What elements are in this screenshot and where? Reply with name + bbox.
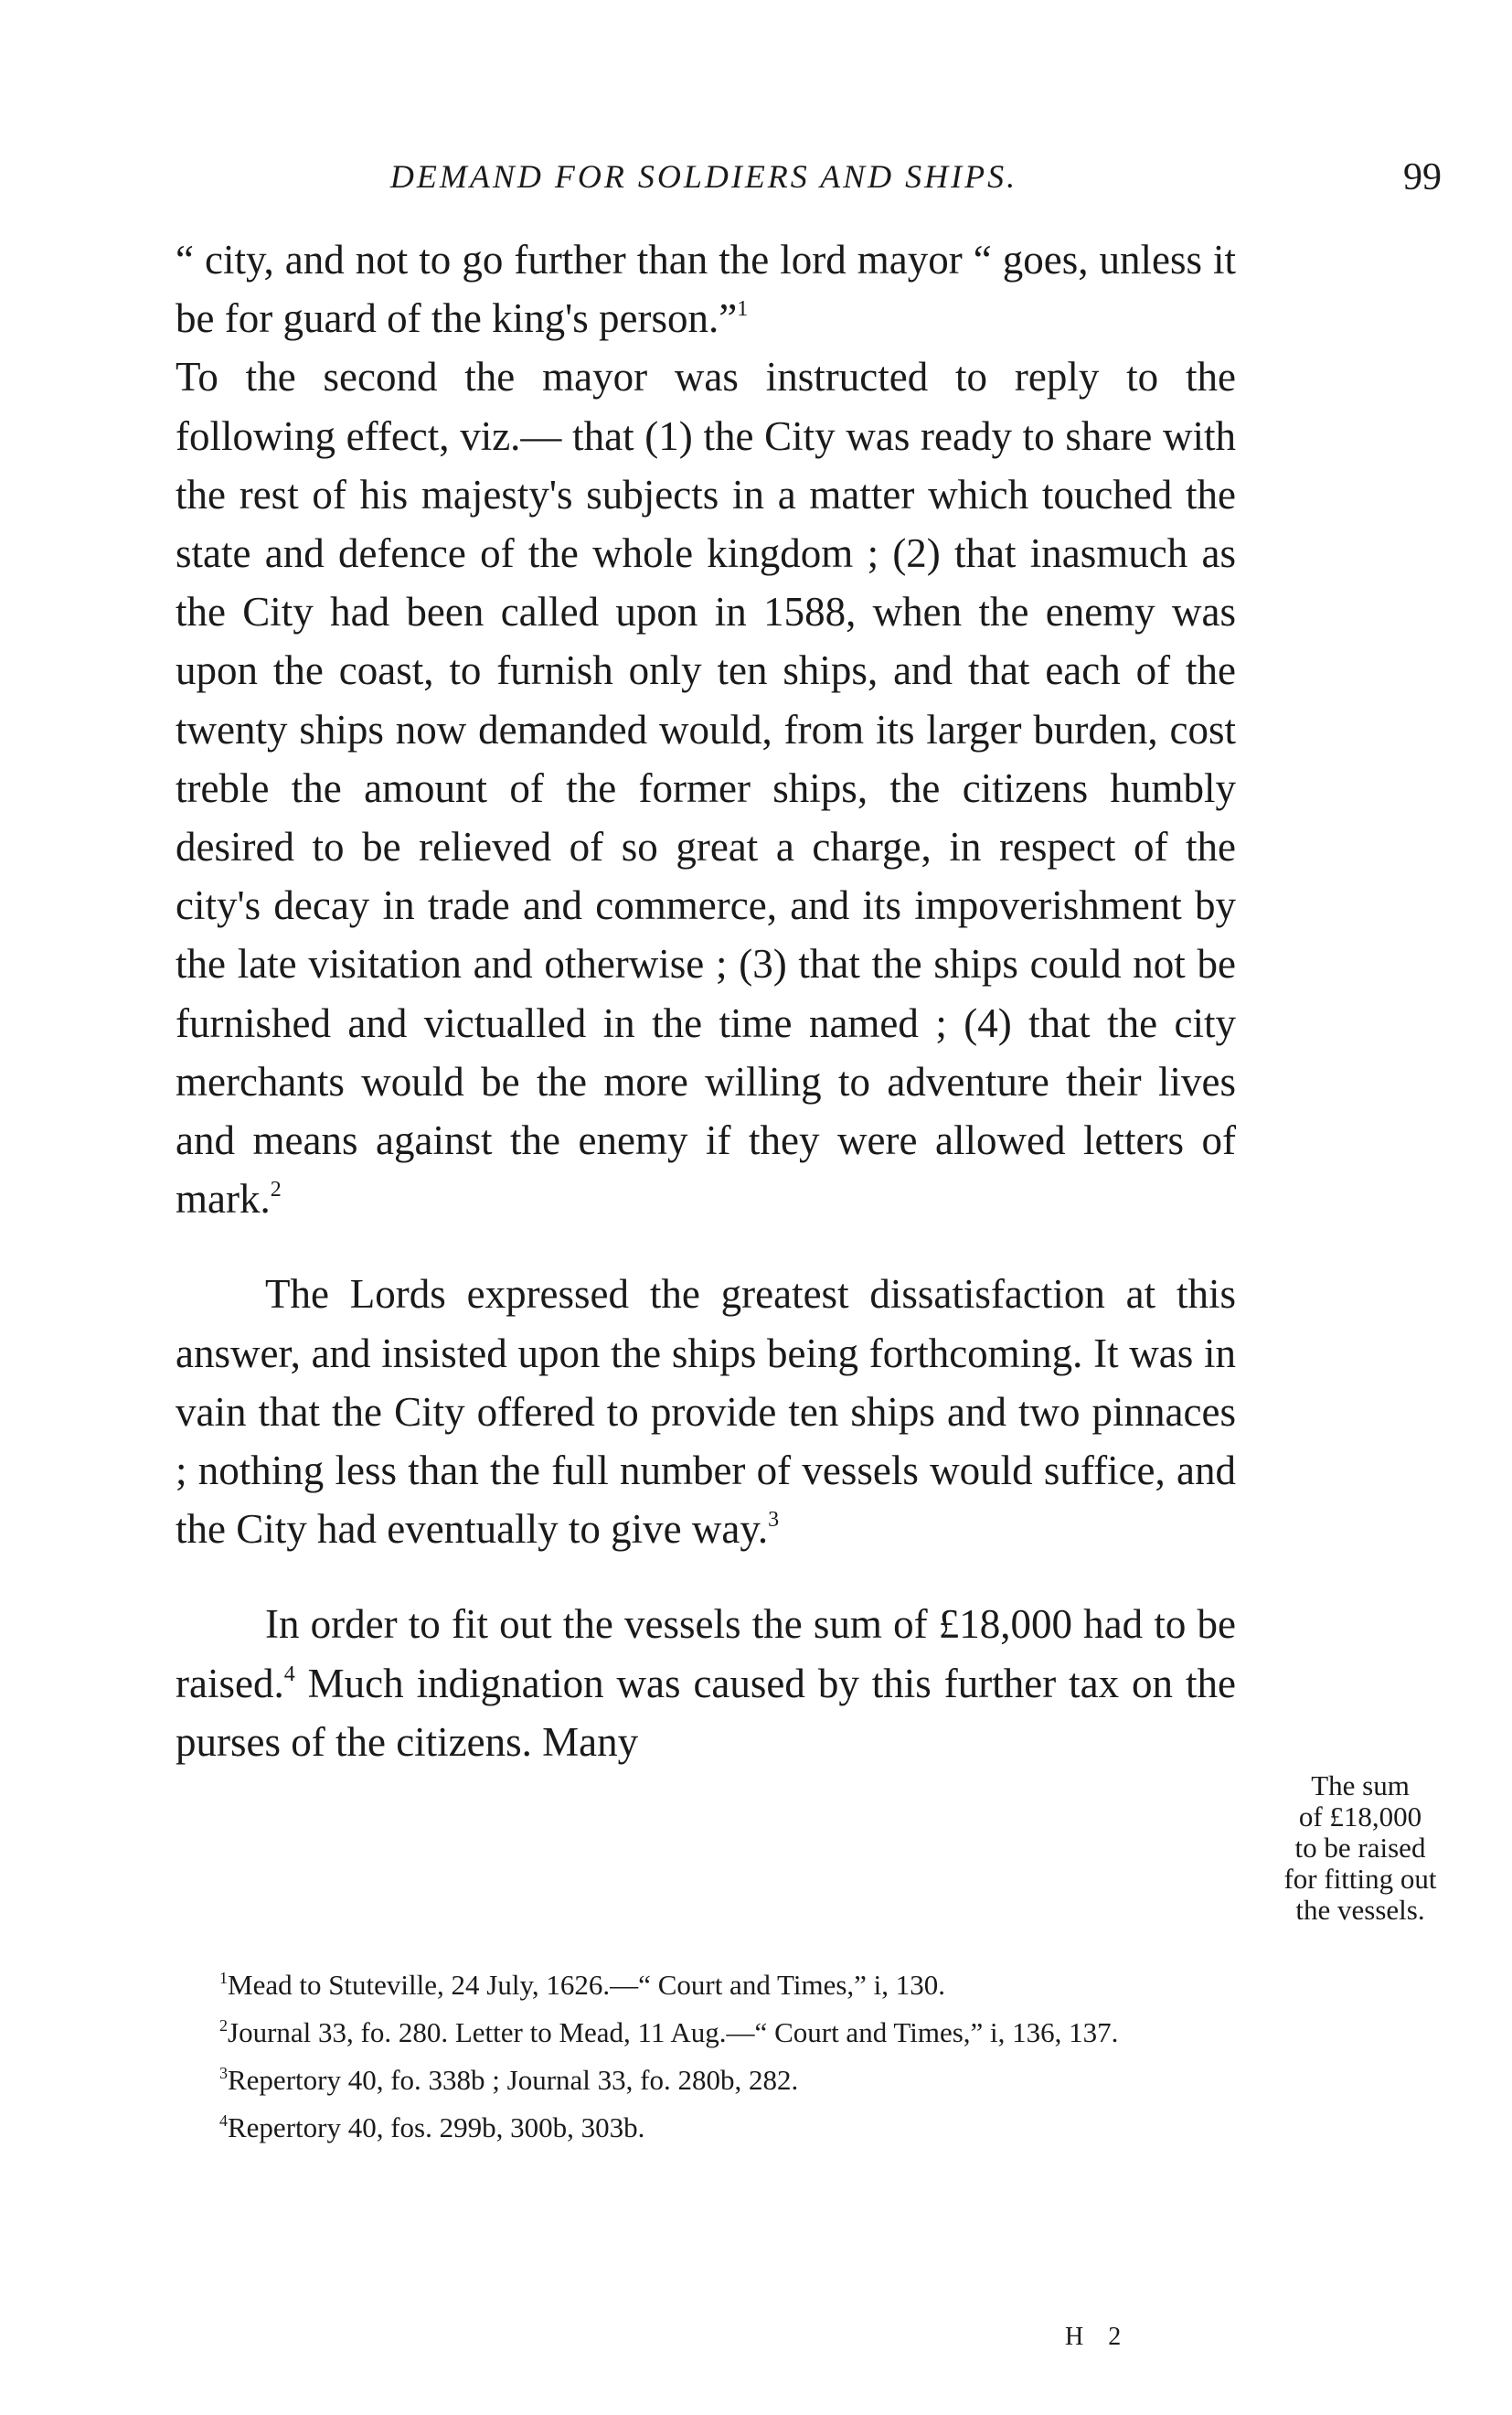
signature-mark: H 2 [1065, 2323, 1131, 2351]
footnote-ref-3: 3 [768, 1508, 780, 1533]
paragraph-2-text: To the second the mayor was instructed to reply to the following effect, viz.— that (1) the City was ready to share with the rest of his majesty's subjects in a matter which touched the state and defence of the whole kingdom ; (2) that inasmuch as the City had been called upon in 1588, when the enemy was upon the coast, to furnish only ten ships, and that each of the twenty ships now demanded would, from its larger burden, cost treble the amount of the former ships, the citizens humbly desired to be relieved of so great a charge, in respect of the city's decay in trade and commerce, and its impoverishment by the late visitation and otherwise ; (3) that the ships could not be furnished and victualled in the time named ; (4) that the city merchants would be the more willing to adventure their lives and means against the enemy if they were allowed letters of mark. [176, 354, 1236, 1223]
marginal-note-line-5: the vessels. [1295, 1894, 1425, 1926]
footnote-2 [176, 2015, 1236, 2050]
footnote-3-mark: 3 [219, 2064, 228, 2082]
paragraph-4-text-a: In order to fit out the vessels the sum of £18,000 had to be raised. [176, 1601, 1236, 1706]
footnote-ref-2: 2 [270, 1178, 282, 1202]
paragraph-4-text-b: Much indignation was caused by this further tax on the purses of the citizens. Many [176, 1660, 1236, 1765]
footnote-2-text: Journal 33, fo. 280. Letter to Mead, 11 Aug.—“ Court and Times,” i, 136, 137. [228, 2016, 1119, 2048]
footnote-4 [176, 2110, 1236, 2145]
marginal-note-line-3: to be raised [1294, 1832, 1426, 1864]
paragraph-3 [176, 1265, 1236, 1558]
footnote-4-text: Repertory 40, fos. 299b, 300b, 303b. [228, 2111, 645, 2143]
marginal-note-line-1: The sum [1311, 1769, 1410, 1801]
footnote-3-text: Repertory 40, fo. 338b ; Journal 33, fo. 280b, 282. [228, 2064, 799, 2096]
paragraph-4 [176, 1595, 1236, 1771]
marginal-note [1254, 1770, 1466, 1926]
footnotes [176, 1968, 1236, 2158]
footnote-1-mark: 1 [219, 1969, 228, 1987]
page-number: 99 [1403, 156, 1442, 198]
footnote-1-text: Mead to Stuteville, 24 July, 1626.—“ Court and Times,” i, 130. [228, 1969, 946, 2001]
footnote-ref-4: 4 [283, 1662, 295, 1686]
paragraph-3-text: The Lords expressed the greatest dissatisfaction at this answer, and insisted upon the ships being forthcoming. It was in vain that the City offered to provide ten ships and two pinnaces ; nothing less than the full number of vessels would suffice, and the City had eventually to give way. [176, 1271, 1236, 1553]
footnote-1 [176, 1968, 1236, 2003]
footnote-ref-1: 1 [737, 297, 749, 322]
footnote-2-mark: 2 [219, 2016, 228, 2035]
running-title: DEMAND FOR SOLDIERS AND SHIPS. [389, 158, 1018, 195]
paragraph-1 [176, 230, 1236, 347]
marginal-note-line-2: of £18,000 [1298, 1801, 1422, 1833]
footnote-3 [176, 2063, 1236, 2098]
paragraph-1-text: “ city, and not to go further than the lord mayor “ goes, unless it be for guard of the king's person.” [176, 237, 1236, 342]
footnote-4-mark: 4 [219, 2111, 228, 2130]
main-text [176, 230, 1236, 1771]
paragraph-2 [176, 347, 1236, 1228]
marginal-note-line-4: for fitting out [1283, 1863, 1437, 1895]
